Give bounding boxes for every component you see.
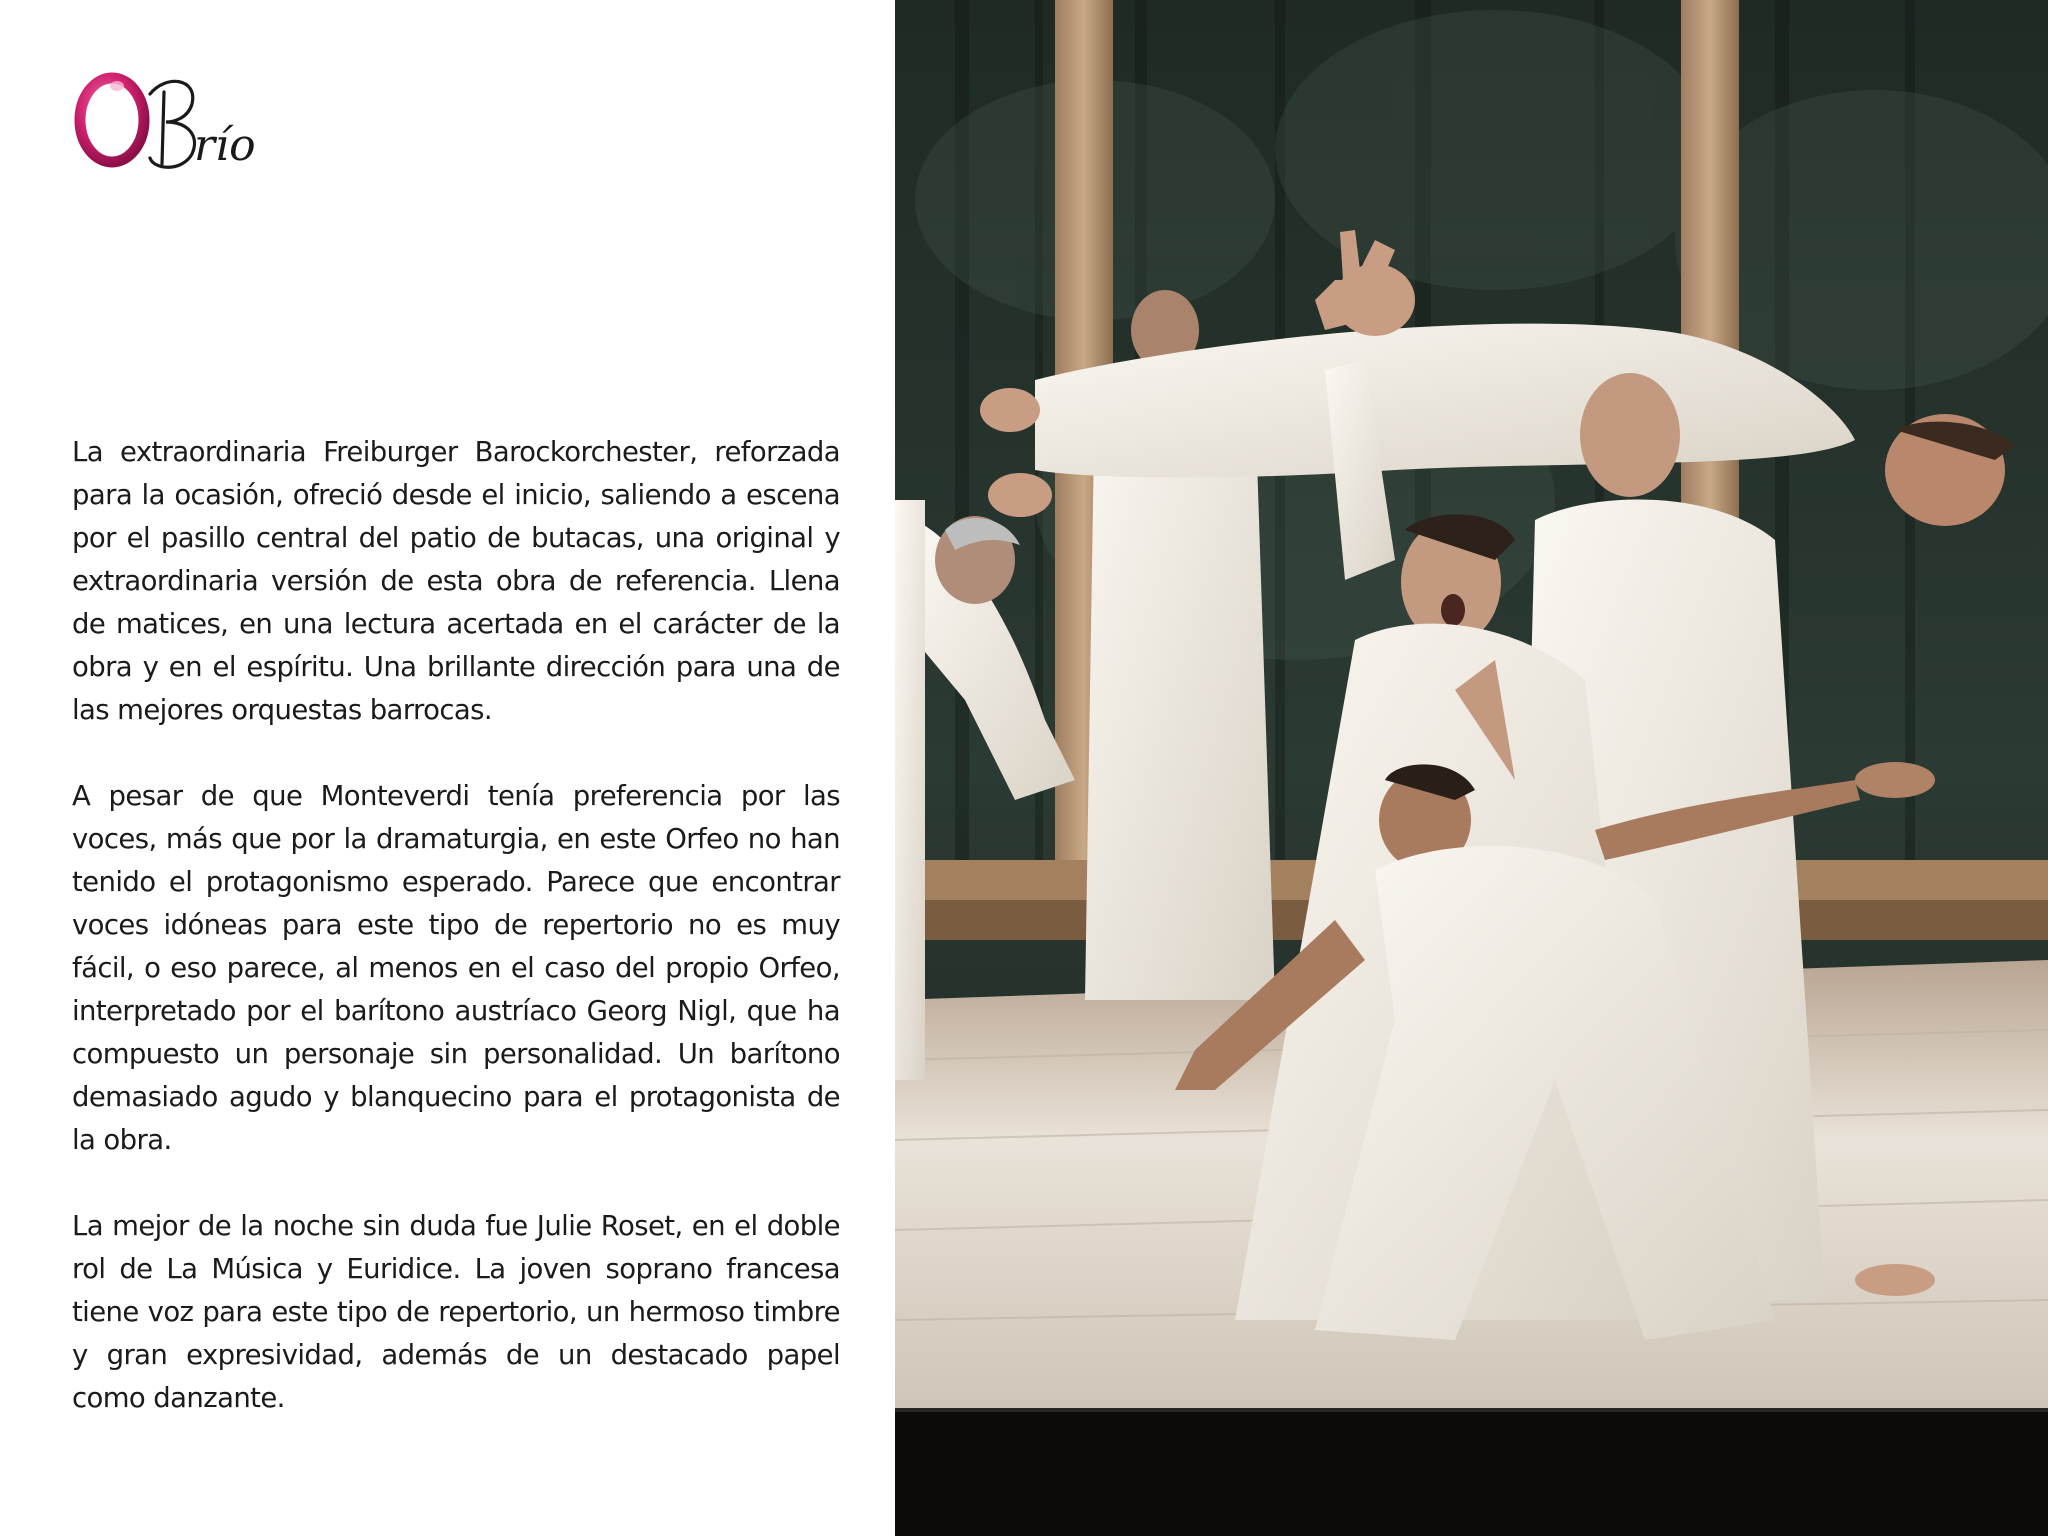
text-column [0, 0, 895, 1536]
obrio-logo-icon [70, 66, 290, 176]
brand-logo [70, 66, 290, 176]
stage-photo [895, 0, 2048, 1536]
article-paragraph: La mejor de la noche sin duda fue Julie Roset, en el doble rol de La Música y Euridice. La joven soprano francesa tiene voz para este tipo de repertorio, un hermoso timbre y gran expresividad, además de un destacado papel como danzante. [72, 1210, 840, 1414]
stage-photo-image [895, 0, 2048, 1536]
article-paragraph: A pesar de que Monteverdi tenía preferencia por las voces, más que por la dramaturgia, en este Orfeo no han tenido el protagonismo esperado. Parece que encontrar voces idóneas para este tipo de repertorio no es muy fácil, o eso parece, al menos en el caso del propio Orfeo, interpretado por el barítono austríaco Georg Nigl, que ha compuesto un personaje sin personalidad. Un barítono demasiado agudo y blanquecino para el protagonista de la obra. [72, 780, 840, 1156]
article-paragraph: La extraordinaria Freiburger Barockorchester, reforzada para la ocasión, ofreció desde el inicio, saliendo a escena por el pasillo central del patio de butacas, una original y extraordinaria versión de esta obra de referencia. Llena de matices, en una lectura acertada en el carácter de la obra y en el espíritu. Una brillante dirección para una de las mejores orquestas barrocas. [72, 436, 840, 726]
article-body [72, 431, 840, 1463]
svg-text:río: río [194, 120, 256, 171]
